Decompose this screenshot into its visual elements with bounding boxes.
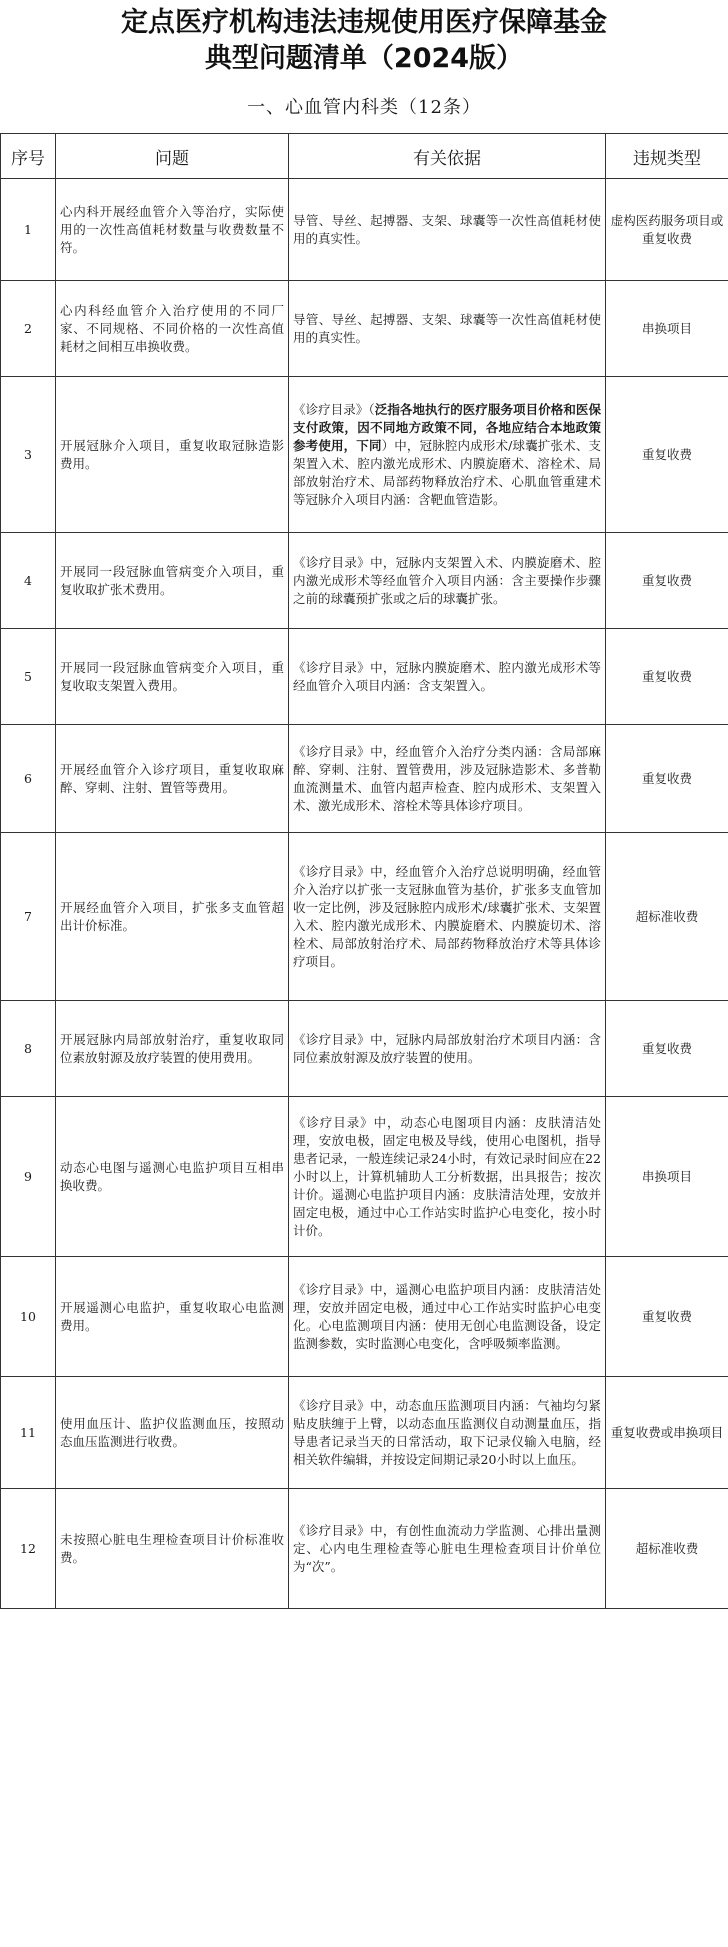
table-row bbox=[1, 377, 728, 533]
row-basis bbox=[289, 377, 606, 533]
row-problem: 开展经血管介入诊疗项目，重复收取麻醉、穿刺、注射、置管等费用。 bbox=[56, 725, 289, 833]
document-title-line1: 定点医疗机构违法违规使用医疗保障基金 bbox=[121, 7, 607, 38]
basis-text: 《诊疗目录》中，冠脉内局部放射治疗术项目内涵：含同位素放射源及放疗装置的使用。 bbox=[293, 1031, 601, 1065]
row-violation-type: 虚构医药服务项目或重复收费 bbox=[606, 179, 728, 281]
table-header-row bbox=[1, 134, 728, 179]
row-violation-type: 重复收费 bbox=[606, 1257, 728, 1377]
table-row bbox=[1, 833, 728, 1001]
row-number: 9 bbox=[1, 1097, 56, 1257]
table-row bbox=[1, 629, 728, 725]
basis-text: 《诊疗目录》中，经血管介入治疗总说明明确，经血管介入治疗以扩张一支冠脉血管为基价，扩张多支血管加收一定比例，涉及冠脉腔内成形术/球囊扩张术、支架置入术、腔内激光成形术、内膜旋磨术、内膜旋切术、溶栓术、局部放射治疗术、局部药物释放治疗术等具体诊疗项目。 bbox=[293, 863, 601, 969]
row-problem: 开展经血管介入项目，扩张多支血管超出计价标准。 bbox=[56, 833, 289, 1001]
basis-bold-note: 泛指各地执行的医疗服务项目价格和医保支付政策，因不同地方政策不同，各地应结合本地政策参考使用，下同 bbox=[293, 401, 601, 453]
basis-text: 《诊疗目录》中，经血管介入治疗分类内涵：含局部麻醉、穿刺、注射、置管费用，涉及冠脉造影术、多普勒血流测量术、血管内超声检查、腔内成形术、支架置入术、激光成形术、溶栓术等具体诊疗项目。 bbox=[293, 743, 601, 813]
row-violation-type: 重复收费或串换项目 bbox=[606, 1377, 728, 1489]
row-basis bbox=[289, 629, 606, 725]
row-problem: 开展冠脉内局部放射治疗，重复收取同位素放射源及放疗装置的使用费用。 bbox=[56, 1001, 289, 1097]
basis-text: 《诊疗目录》中，动态血压监测项目内涵：气袖均匀紧贴皮肤缠于上臂，以动态血压监测仪自动测量血压，指导患者记录当天的日常活动，取下记录仪输入电脑，经相关软件编辑，并按设定间期记录20小时以上血压。 bbox=[293, 1397, 601, 1467]
basis-text: 《诊疗目录》中，遥测心电监护项目内涵：皮肤清洁处理，安放并固定电极，通过中心工作站实时监护心电变化。心电监测项目内涵：使用无创心电监测设备，设定监测参数，实时监测心电变化，含呼吸频率监测。 bbox=[293, 1281, 601, 1351]
row-basis bbox=[289, 533, 606, 629]
table-row bbox=[1, 725, 728, 833]
table-row bbox=[1, 281, 728, 377]
row-number: 4 bbox=[1, 533, 56, 629]
row-problem: 未按照心脏电生理检查项目计价标准收费。 bbox=[56, 1489, 289, 1609]
row-number: 7 bbox=[1, 833, 56, 1001]
table-row bbox=[1, 533, 728, 629]
row-basis bbox=[289, 1097, 606, 1257]
row-number: 12 bbox=[1, 1489, 56, 1609]
row-basis bbox=[289, 281, 606, 377]
table-row bbox=[1, 1489, 728, 1609]
row-problem: 心内科经血管介入治疗使用的不同厂家、不同规格、不同价格的一次性高值耗材之间相互串换收费。 bbox=[56, 281, 289, 377]
header-problem: 问题 bbox=[56, 134, 289, 179]
basis-text: ）中，冠脉腔内成形术/球囊扩张术、支架置入术、腔内激光成形术、内膜旋磨术、溶栓术、局部放射治疗术、局部药物释放治疗术、心肌血管重建术等冠脉介入项目内涵：含靶血管造影。 bbox=[293, 437, 601, 507]
table-row bbox=[1, 1377, 728, 1489]
row-violation-type: 重复收费 bbox=[606, 629, 728, 725]
row-number: 10 bbox=[1, 1257, 56, 1377]
row-number: 6 bbox=[1, 725, 56, 833]
problem-table bbox=[0, 133, 728, 1609]
row-basis bbox=[289, 1377, 606, 1489]
header-no: 序号 bbox=[1, 134, 56, 179]
table-row bbox=[1, 179, 728, 281]
basis-text: 导管、导丝、起搏器、支架、球囊等一次性高值耗材使用的真实性。 bbox=[293, 311, 601, 345]
row-problem: 开展同一段冠脉血管病变介入项目，重复收取扩张术费用。 bbox=[56, 533, 289, 629]
row-number: 1 bbox=[1, 179, 56, 281]
basis-text: 《诊疗目录》中，冠脉内膜旋磨术、腔内激光成形术等经血管介入项目内涵：含支架置入。 bbox=[293, 659, 601, 693]
row-violation-type: 重复收费 bbox=[606, 533, 728, 629]
document-title-line2: 典型问题清单（2024版） bbox=[204, 43, 524, 74]
row-violation-type: 超标准收费 bbox=[606, 1489, 728, 1609]
row-number: 11 bbox=[1, 1377, 56, 1489]
row-violation-type: 串换项目 bbox=[606, 281, 728, 377]
row-problem: 开展遥测心电监护，重复收取心电监测费用。 bbox=[56, 1257, 289, 1377]
row-number: 2 bbox=[1, 281, 56, 377]
row-basis bbox=[289, 1489, 606, 1609]
row-basis bbox=[289, 179, 606, 281]
table-row bbox=[1, 1097, 728, 1257]
row-violation-type: 重复收费 bbox=[606, 1001, 728, 1097]
row-problem: 动态心电图与遥测心电监护项目互相串换收费。 bbox=[56, 1097, 289, 1257]
row-number: 5 bbox=[1, 629, 56, 725]
header-basis: 有关依据 bbox=[289, 134, 606, 179]
row-problem: 开展同一段冠脉血管病变介入项目，重复收取支架置入费用。 bbox=[56, 629, 289, 725]
row-problem: 使用血压计、监护仪监测血压，按照动态血压监测进行收费。 bbox=[56, 1377, 289, 1489]
section-title: 一、心血管内科类（12条） bbox=[247, 97, 481, 118]
row-problem: 开展冠脉介入项目，重复收取冠脉造影费用。 bbox=[56, 377, 289, 533]
row-problem: 心内科开展经血管介入等治疗，实际使用的一次性高值耗材数量与收费数量不符。 bbox=[56, 179, 289, 281]
basis-text: 《诊疗目录》中，冠脉内支架置入术、内膜旋磨术、腔内激光成形术等经血管介入项目内涵：含主要操作步骤之前的球囊预扩张或之后的球囊扩张。 bbox=[293, 554, 601, 606]
row-number: 8 bbox=[1, 1001, 56, 1097]
row-violation-type: 超标准收费 bbox=[606, 833, 728, 1001]
table-row bbox=[1, 1257, 728, 1377]
row-basis bbox=[289, 725, 606, 833]
basis-text: 《诊疗目录》中，有创性血流动力学监测、心排出量测定、心内电生理检查等心脏电生理检查项目计价单位为“次”。 bbox=[293, 1522, 601, 1574]
header-type: 违规类型 bbox=[606, 134, 728, 179]
row-basis bbox=[289, 833, 606, 1001]
row-basis bbox=[289, 1001, 606, 1097]
basis-text: 导管、导丝、起搏器、支架、球囊等一次性高值耗材使用的真实性。 bbox=[293, 212, 601, 246]
row-number: 3 bbox=[1, 377, 56, 533]
row-violation-type: 串换项目 bbox=[606, 1097, 728, 1257]
row-violation-type: 重复收费 bbox=[606, 377, 728, 533]
table-row bbox=[1, 1001, 728, 1097]
row-basis bbox=[289, 1257, 606, 1377]
basis-prefix: 《诊疗目录》（ bbox=[293, 401, 375, 417]
basis-text: 《诊疗目录》中，动态心电图项目内涵：皮肤清洁处理，安放电极，固定电极及导线，使用心电图机，指导患者记录，一般连续记录24小时，有效记录时间应在22小时以上，计算机辅助人工分析数据，出具报告；按次计价。遥测心电监护项目内涵：皮肤清洁处理，安放并固定电极，通过中心工作站实时监护心电变化，按小时计价。 bbox=[293, 1114, 601, 1238]
row-violation-type: 重复收费 bbox=[606, 725, 728, 833]
